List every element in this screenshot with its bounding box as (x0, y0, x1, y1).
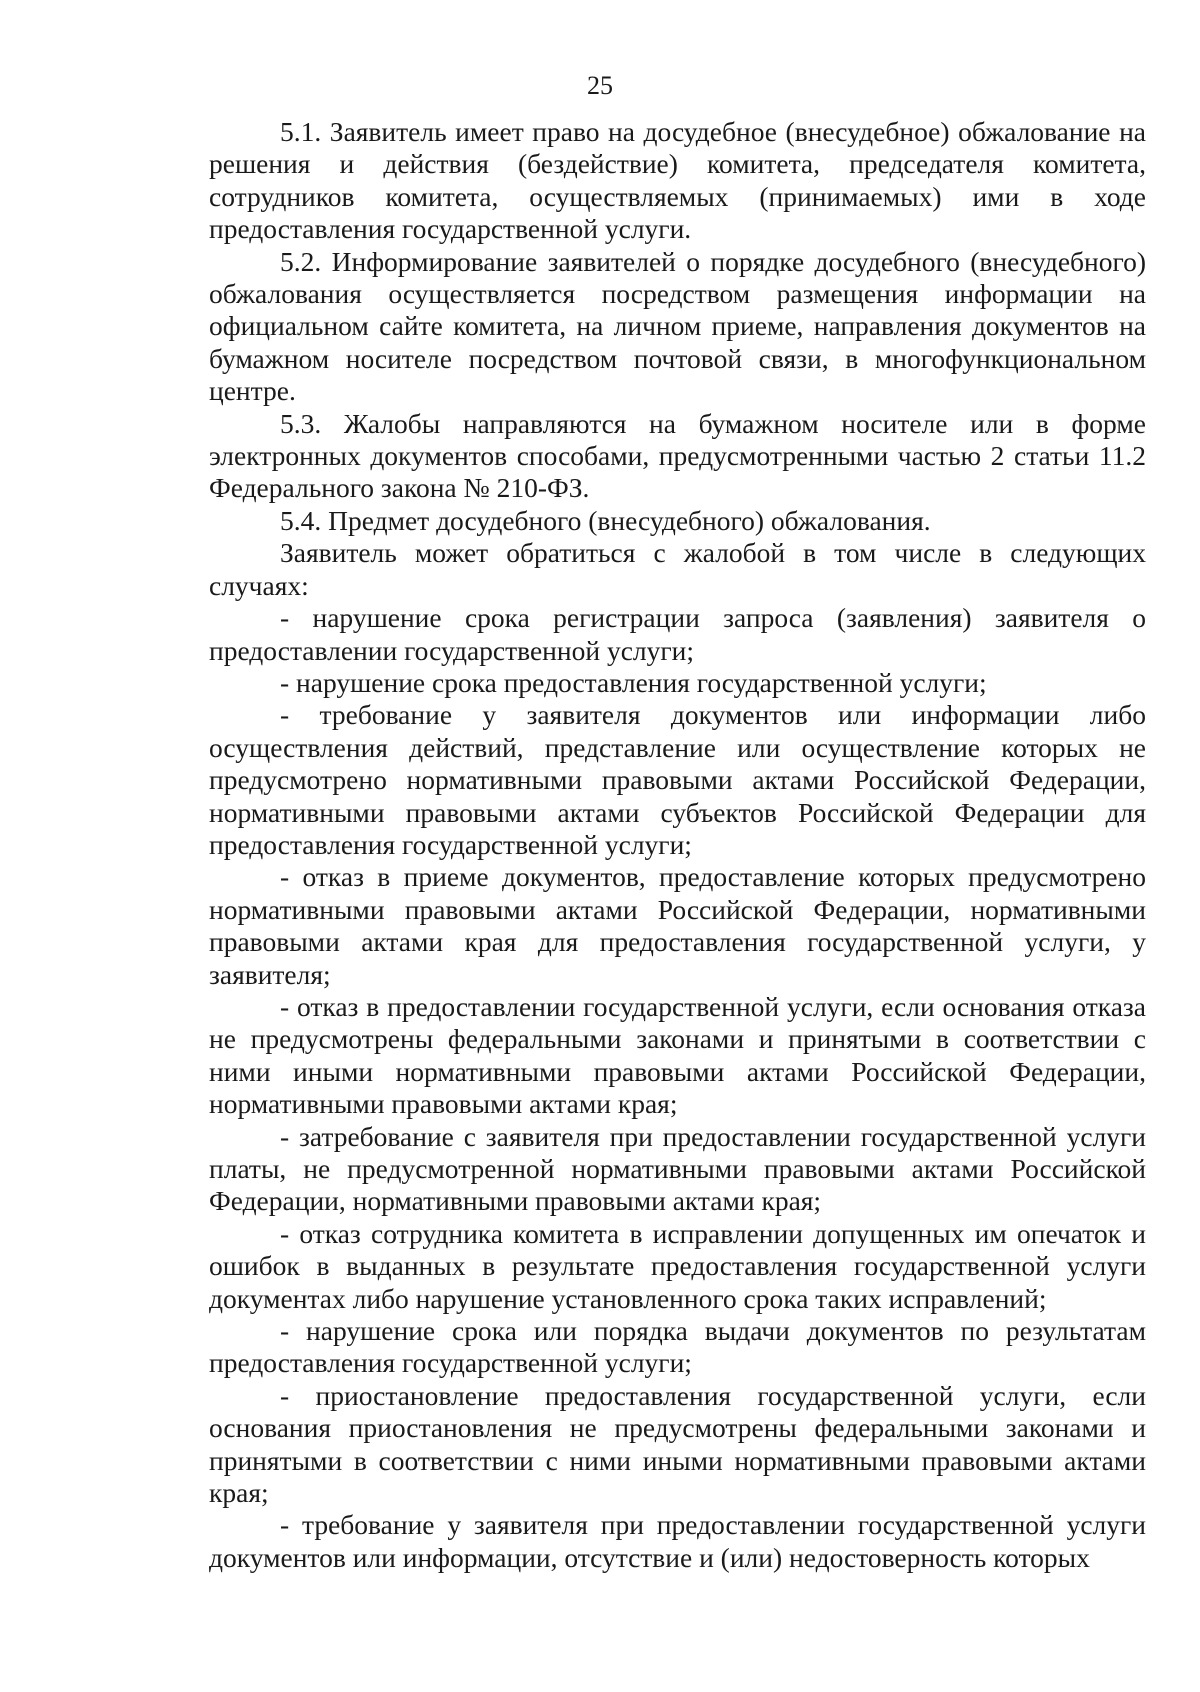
paragraph-5-4: 5.4. Предмет досудебного (внесудебного) обжалования. (280, 504, 931, 536)
paragraph-complaint-cases-intro: Заявитель может обратиться с жалобой в том числе в следующих случаях: (209, 537, 1146, 601)
list-item: - нарушение срока или порядка выдачи документов по результатам предоставления государственной услуги; (209, 1315, 1146, 1379)
document-body (209, 116, 1146, 1574)
paragraph-5-1: 5.1. Заявитель имеет право на досудебное (внесудебное) обжалование на решения и действия (бездействие) комитета, председателя комитета, сотрудников комитета, осуществляемых (принимаемых) ими в ходе предоставления государственной услуги. (209, 116, 1146, 245)
list-item: - приостановление предоставления государственной услуги, если основания приостановления не предусмотрены федеральными законами и принятыми в соответствии с ними иными нормативными правовыми актами края; (209, 1379, 1146, 1509)
paragraph-5-3: 5.3. Жалобы направляются на бумажном носителе или в форме электронных документов способами, предусмотренными частью 2 статьи 11.2 Федерального закона № 210-ФЗ. (209, 407, 1146, 504)
paragraph-5-2: 5.2. Информирование заявителей о порядке досудебного (внесудебного) обжалования осуществляется посредством размещения информации на официальном сайте комитета, на личном приеме, направления документов на бумажном носителе посредством почтовой связи, в многофункциональном центре. (209, 245, 1146, 407)
list-item: - отказ сотрудника комитета в исправлении допущенных им опечаток и ошибок в выданных в результате предоставления государственной услуги документах либо нарушение установленного срока таких исправлений; (209, 1217, 1146, 1314)
list-item: - нарушение срока предоставления государственной услуги; (280, 666, 987, 698)
list-item: - требование у заявителя при предоставлении государственной услуги документов или информации, отсутствие и (или) недостоверность которых (209, 1509, 1146, 1573)
list-item: - отказ в предоставлении государственной услуги, если основания отказа не предусмотрены федеральными законами и принятыми в соответствии с ними иными нормативными правовыми актами Российской Федерации, нормативными правовыми актами края; (209, 990, 1146, 1120)
list-item: - требование у заявителя документов или информации либо осуществления действий, представление или осуществление которых не предусмотрено нормативными правовыми актами Российской Федерации, нормативными правовыми актами субъектов Российской Федерации для предоставления государственной услуги; (209, 699, 1146, 860)
list-item: - отказ в приеме документов, предоставление которых предусмотрено нормативными правовыми актами Российской Федерации, нормативными правовыми актами края для предоставления государственной услуги, у заявителя; (209, 861, 1146, 990)
list-item: - нарушение срока регистрации запроса (заявления) заявителя о предоставлении государственной услуги; (209, 602, 1146, 666)
page-number: 25 (587, 71, 613, 100)
list-item: - затребование с заявителя при предоставлении государственной услуги платы, не предусмотренной нормативными правовыми актами Российской Федерации, нормативными правовыми актами края; (209, 1120, 1146, 1217)
